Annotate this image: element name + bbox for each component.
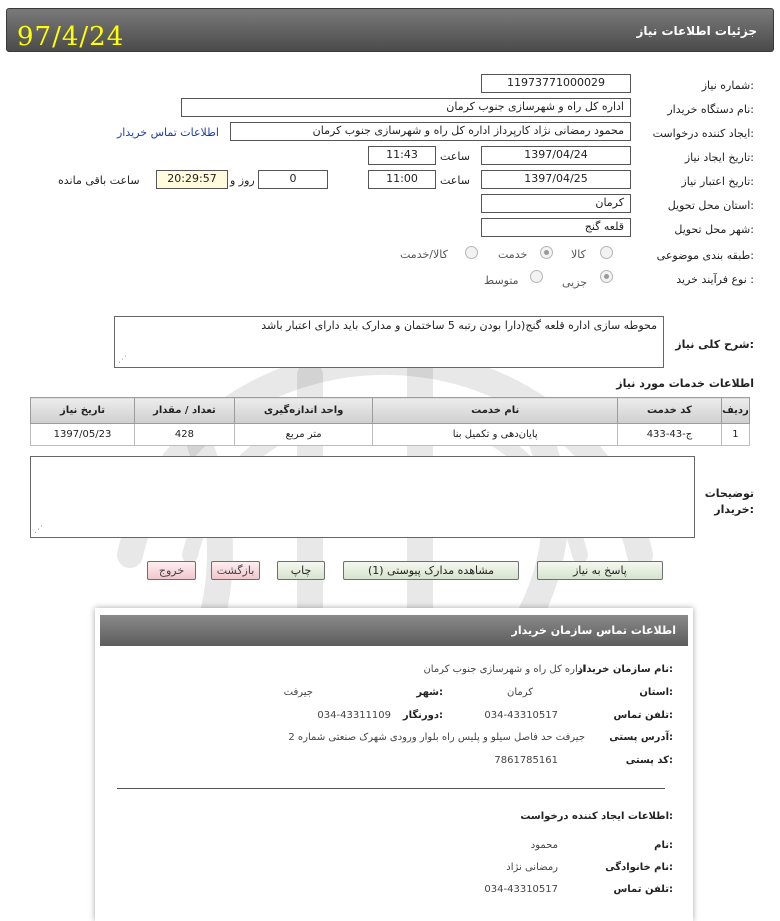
description-text: محوطه سازی اداره قلعه گنج(دارا بودن رتبه 5 ساختمان و مدارک باید دارای اعتبار باشد xyxy=(261,319,657,332)
created-time-label: ساعت xyxy=(440,150,470,163)
services-table xyxy=(30,397,750,446)
city-label-card: شهر: xyxy=(416,687,443,698)
buyer-contact-link[interactable]: اطلاعات تماس خریدار xyxy=(117,126,219,139)
resize-grip-icon[interactable]: ⋰ xyxy=(118,355,127,365)
city-value-card: جیرفت xyxy=(283,687,313,698)
org-name-value: اداره کل راه و شهرسازی جنوب کرمان xyxy=(423,664,585,675)
reply-button[interactable]: پاسخ به نیاز xyxy=(537,561,663,580)
requester-label: ایجاد کننده درخواست: xyxy=(652,127,754,140)
purchase-type-label: نوع فرآیند خرید : xyxy=(676,273,754,286)
cell-unit: متر مربع xyxy=(234,424,373,446)
first-name-value: محمود xyxy=(530,840,558,851)
province-label-card: استان: xyxy=(639,687,673,698)
created-date-field: 1397/04/24 xyxy=(481,146,631,165)
card-divider xyxy=(117,788,665,789)
description-textarea[interactable] xyxy=(114,316,664,368)
first-name-label: نام: xyxy=(654,840,673,851)
creator-phone-label: تلفن تماس: xyxy=(613,884,673,895)
print-button[interactable]: چاپ xyxy=(277,561,325,580)
phone-value-card: 034-43310517 xyxy=(484,710,558,721)
view-attachments-button[interactable]: مشاهده مدارک پیوستی (1) xyxy=(343,561,519,580)
table-row xyxy=(31,424,750,446)
category-option-goods: کالا xyxy=(571,248,586,261)
category-radio-goods[interactable] xyxy=(600,246,613,259)
fax-value-card: 034-43311109 xyxy=(317,710,391,721)
category-label: طبقه بندی موضوعی: xyxy=(656,249,754,262)
buyer-notes-textarea[interactable] xyxy=(30,456,695,538)
services-heading: اطلاعات خدمات مورد نیاز xyxy=(616,377,754,390)
cell-row-number: 1 xyxy=(721,424,749,446)
need-number-field: 11973771000029 xyxy=(481,74,631,93)
fax-label-card: دورنگار: xyxy=(402,710,443,721)
col-service-name: نام خدمت xyxy=(373,398,618,424)
need-number-label: شماره نیاز: xyxy=(701,79,754,92)
page-header-banner xyxy=(6,8,774,52)
validity-date-label: تاریخ اعتبار نیاز: xyxy=(681,175,754,188)
province-value-card: کرمان xyxy=(506,687,533,698)
category-radio-service[interactable] xyxy=(540,246,553,259)
category-radio-goods-service[interactable] xyxy=(465,246,478,259)
contact-card-title: اطلاعات تماس سازمان خریدار xyxy=(511,624,676,637)
col-service-code: کد خدمت xyxy=(617,398,721,424)
creator-phone-value: 034-43310517 xyxy=(484,884,558,895)
last-name-label: نام خانوادگی: xyxy=(605,862,673,873)
cell-service-name: پایان‌دهی و تکمیل بنا xyxy=(373,424,618,446)
address-value-card: جیرفت حد فاصل سیلو و پلیس راه بلوار ورودی شهرک صنعتی شماره 2 xyxy=(288,732,585,743)
col-row-number: ردیف xyxy=(721,398,749,424)
col-unit: واحد اندازه‌گیری xyxy=(234,398,373,424)
exit-button[interactable]: خروج xyxy=(147,561,196,580)
province-field: کرمان xyxy=(481,194,631,213)
postal-code-label-card: کد پستی: xyxy=(625,755,673,766)
address-label-card: آدرس پستی: xyxy=(609,732,673,743)
cell-quantity: 428 xyxy=(134,424,234,446)
validity-time-label: ساعت xyxy=(440,174,470,187)
remaining-time-label: ساعت باقی مانده xyxy=(58,174,140,187)
description-label: شرح کلی نیاز: xyxy=(675,338,754,351)
buyer-notes-label-line2: خریدار: xyxy=(714,503,754,516)
last-name-value: رمضانی نژاد xyxy=(506,862,558,873)
validity-date-field: 1397/04/25 xyxy=(481,170,631,189)
remaining-days-field: 0 xyxy=(258,170,328,189)
phone-label-card: تلفن تماس: xyxy=(613,710,673,721)
contact-card-header xyxy=(100,615,688,646)
col-quantity: تعداد / مقدار xyxy=(134,398,234,424)
purchase-radio-medium[interactable] xyxy=(530,270,543,283)
requester-field: محمود رمضانی نژاد کارپرداز اداره کل راه و شهرسازی جنوب کرمان xyxy=(230,122,631,141)
table-header-row xyxy=(31,398,750,424)
validity-time-field: 11:00 xyxy=(368,170,436,189)
resize-grip-icon[interactable]: ⋰ xyxy=(34,525,43,535)
stamp-date: 97/4/24 xyxy=(17,22,125,52)
category-option-goods-service: کالا/خدمت xyxy=(400,248,448,261)
purchase-option-minor: جزیی xyxy=(562,276,588,289)
page-title: جزئیات اطلاعات نیاز xyxy=(636,24,757,38)
remaining-days-label: روز و xyxy=(230,174,255,187)
postal-code-value-card: 7861785161 xyxy=(494,755,558,766)
buyer-notes-label-line1: توضیحات xyxy=(704,487,754,500)
buyer-org-label: نام دستگاه خریدار: xyxy=(667,103,754,116)
city-field: قلعه گنج xyxy=(481,218,631,237)
created-time-field: 11:43 xyxy=(368,146,436,165)
cell-need-date: 1397/05/23 xyxy=(31,424,135,446)
created-date-label: تاریخ ایجاد نیاز: xyxy=(684,151,754,164)
category-option-service: خدمت xyxy=(498,248,528,261)
cell-service-code: ج-43-433 xyxy=(617,424,721,446)
purchase-radio-minor[interactable] xyxy=(600,270,613,283)
province-label: استان محل تحویل: xyxy=(667,199,754,212)
purchase-option-medium: متوسط xyxy=(484,274,519,287)
col-need-date: تاریخ نیاز xyxy=(31,398,135,424)
buyer-org-field: اداره کل راه و شهرسازی جنوب کرمان xyxy=(181,98,631,117)
city-label: شهر محل تحویل: xyxy=(674,223,754,236)
back-button[interactable]: بازگشت xyxy=(211,561,260,580)
buyer-contact-card xyxy=(95,608,693,921)
buyer-notes-label xyxy=(705,486,754,518)
org-name-label: نام سازمان خریدار: xyxy=(577,664,673,675)
creator-heading: اطلاعات ایجاد کننده درخواست: xyxy=(520,811,673,822)
remaining-time-field: 20:29:57 xyxy=(156,170,228,189)
